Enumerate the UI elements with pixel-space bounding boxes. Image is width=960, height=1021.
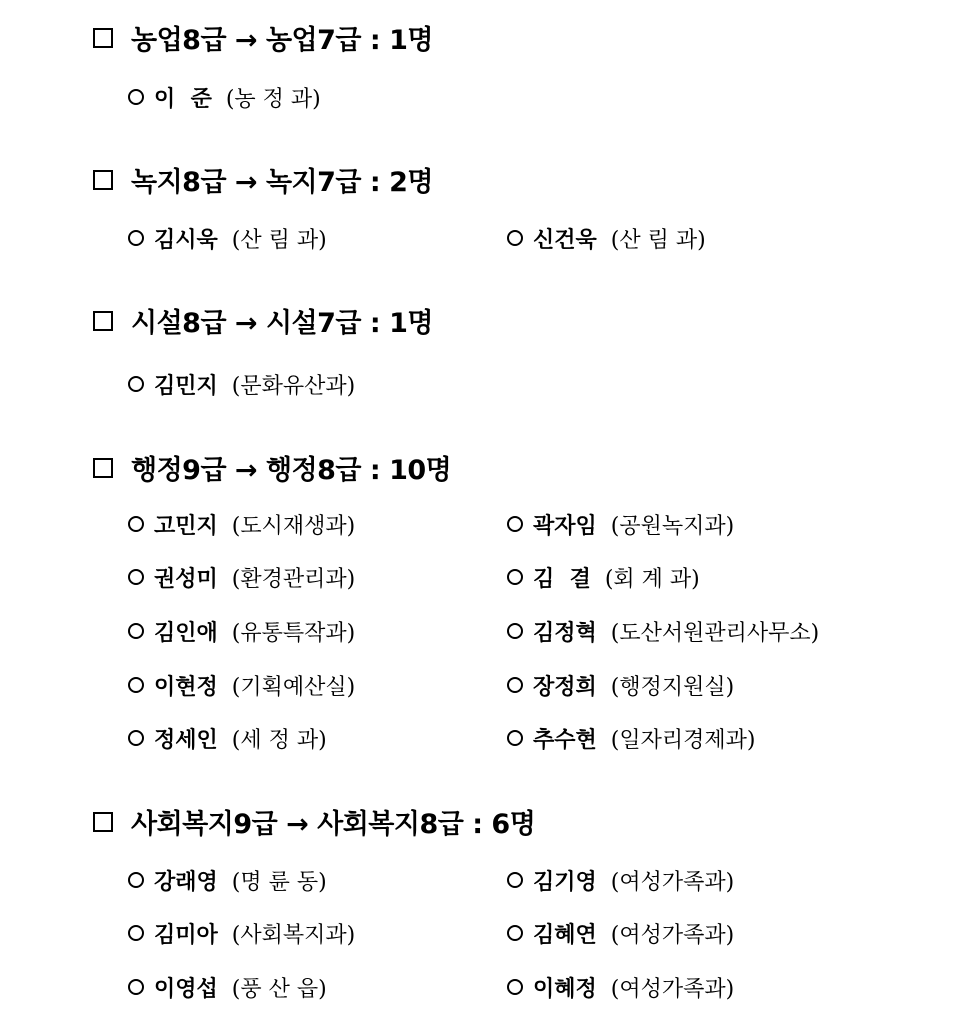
circle-bullet-icon bbox=[507, 925, 523, 941]
person-name: 정세인 bbox=[154, 726, 218, 753]
circle-bullet-icon bbox=[507, 872, 523, 888]
person-department: (기획예산실) bbox=[231, 674, 356, 700]
person-name: 이영섭 bbox=[154, 975, 218, 1002]
section-heading bbox=[93, 298, 433, 342]
person-department: (산 림 과) bbox=[610, 227, 706, 253]
person-department: (여성가족과) bbox=[610, 922, 735, 948]
person-name: 추수현 bbox=[533, 726, 597, 753]
person-name: 김기영 bbox=[533, 868, 597, 895]
person-name: 김민지 bbox=[154, 372, 218, 399]
person-name: 김정혁 bbox=[533, 619, 597, 646]
circle-bullet-icon bbox=[128, 872, 144, 888]
checkbox-square-icon bbox=[93, 28, 113, 48]
person-department: (풍 산 읍) bbox=[231, 976, 327, 1002]
person-department: (세 정 과) bbox=[231, 727, 327, 753]
person-entry bbox=[128, 668, 355, 702]
person-department: (사회복지과) bbox=[231, 922, 356, 948]
checkbox-square-icon bbox=[93, 812, 113, 832]
person-name: 김미아 bbox=[154, 921, 218, 948]
section-heading-text: 시설8급 → 시설7급 : 1명 bbox=[131, 307, 433, 339]
person-entry bbox=[128, 721, 327, 755]
person-entry bbox=[507, 916, 734, 950]
circle-bullet-icon bbox=[128, 376, 144, 392]
person-department: (공원녹지과) bbox=[610, 513, 735, 539]
person-name: 김혜연 bbox=[533, 921, 597, 948]
section-heading-text: 사회복지9급 → 사회복지8급 : 6명 bbox=[131, 808, 536, 840]
person-entry bbox=[128, 221, 327, 255]
person-department: (문화유산과) bbox=[231, 373, 356, 399]
person-name: 신건욱 bbox=[533, 226, 597, 253]
person-department: (환경관리과) bbox=[231, 566, 356, 592]
circle-bullet-icon bbox=[128, 89, 144, 105]
circle-bullet-icon bbox=[128, 925, 144, 941]
circle-bullet-icon bbox=[128, 623, 144, 639]
section-heading bbox=[93, 157, 433, 201]
person-entry bbox=[128, 970, 327, 1004]
section-heading bbox=[93, 445, 451, 489]
circle-bullet-icon bbox=[507, 979, 523, 995]
circle-bullet-icon bbox=[128, 569, 144, 585]
section-heading bbox=[93, 15, 433, 59]
person-entry bbox=[507, 668, 734, 702]
section-heading bbox=[93, 799, 535, 843]
person-entry bbox=[507, 863, 734, 897]
person-entry bbox=[507, 614, 819, 648]
person-department: (일자리경제과) bbox=[610, 727, 756, 753]
circle-bullet-icon bbox=[507, 623, 523, 639]
circle-bullet-icon bbox=[128, 979, 144, 995]
person-department: (여성가족과) bbox=[610, 976, 735, 1002]
person-department: (도산서원관리사무소) bbox=[610, 620, 820, 646]
person-department: (회 계 과) bbox=[604, 566, 700, 592]
person-entry bbox=[128, 863, 327, 897]
circle-bullet-icon bbox=[507, 730, 523, 746]
checkbox-square-icon bbox=[93, 311, 113, 331]
circle-bullet-icon bbox=[507, 569, 523, 585]
person-department: (농 정 과) bbox=[225, 86, 321, 112]
person-entry bbox=[128, 80, 321, 114]
person-name: 이 준 bbox=[154, 85, 212, 112]
person-name: 고민지 bbox=[154, 512, 218, 539]
person-entry bbox=[128, 507, 355, 541]
person-name: 곽자임 bbox=[533, 512, 597, 539]
person-name: 장정희 bbox=[533, 673, 597, 700]
person-department: (유통특작과) bbox=[231, 620, 356, 646]
section-heading-text: 농업8급 → 농업7급 : 1명 bbox=[131, 24, 433, 56]
person-entry bbox=[507, 221, 706, 255]
person-name: 권성미 bbox=[154, 565, 218, 592]
person-department: (산 림 과) bbox=[231, 227, 327, 253]
person-department: (행정지원실) bbox=[610, 674, 735, 700]
person-name: 김시욱 bbox=[154, 226, 218, 253]
checkbox-square-icon bbox=[93, 458, 113, 478]
person-name: 이혜정 bbox=[533, 975, 597, 1002]
person-department: (명 륜 동) bbox=[231, 869, 327, 895]
person-entry bbox=[507, 560, 700, 594]
person-department: (도시재생과) bbox=[231, 513, 356, 539]
circle-bullet-icon bbox=[507, 516, 523, 532]
circle-bullet-icon bbox=[128, 230, 144, 246]
person-name: 김 결 bbox=[533, 565, 591, 592]
checkbox-square-icon bbox=[93, 170, 113, 190]
person-name: 강래영 bbox=[154, 868, 218, 895]
person-entry bbox=[128, 614, 355, 648]
circle-bullet-icon bbox=[507, 230, 523, 246]
circle-bullet-icon bbox=[128, 730, 144, 746]
person-department: (여성가족과) bbox=[610, 869, 735, 895]
person-name: 이현정 bbox=[154, 673, 218, 700]
person-entry bbox=[507, 721, 755, 755]
person-entry bbox=[128, 560, 355, 594]
person-entry bbox=[128, 916, 355, 950]
circle-bullet-icon bbox=[128, 516, 144, 532]
person-entry bbox=[128, 367, 355, 401]
person-entry bbox=[507, 507, 734, 541]
person-entry bbox=[507, 970, 734, 1004]
circle-bullet-icon bbox=[507, 677, 523, 693]
section-heading-text: 녹지8급 → 녹지7급 : 2명 bbox=[131, 166, 433, 198]
section-heading-text: 행정9급 → 행정8급 : 10명 bbox=[131, 454, 452, 486]
circle-bullet-icon bbox=[128, 677, 144, 693]
person-name: 김인애 bbox=[154, 619, 218, 646]
